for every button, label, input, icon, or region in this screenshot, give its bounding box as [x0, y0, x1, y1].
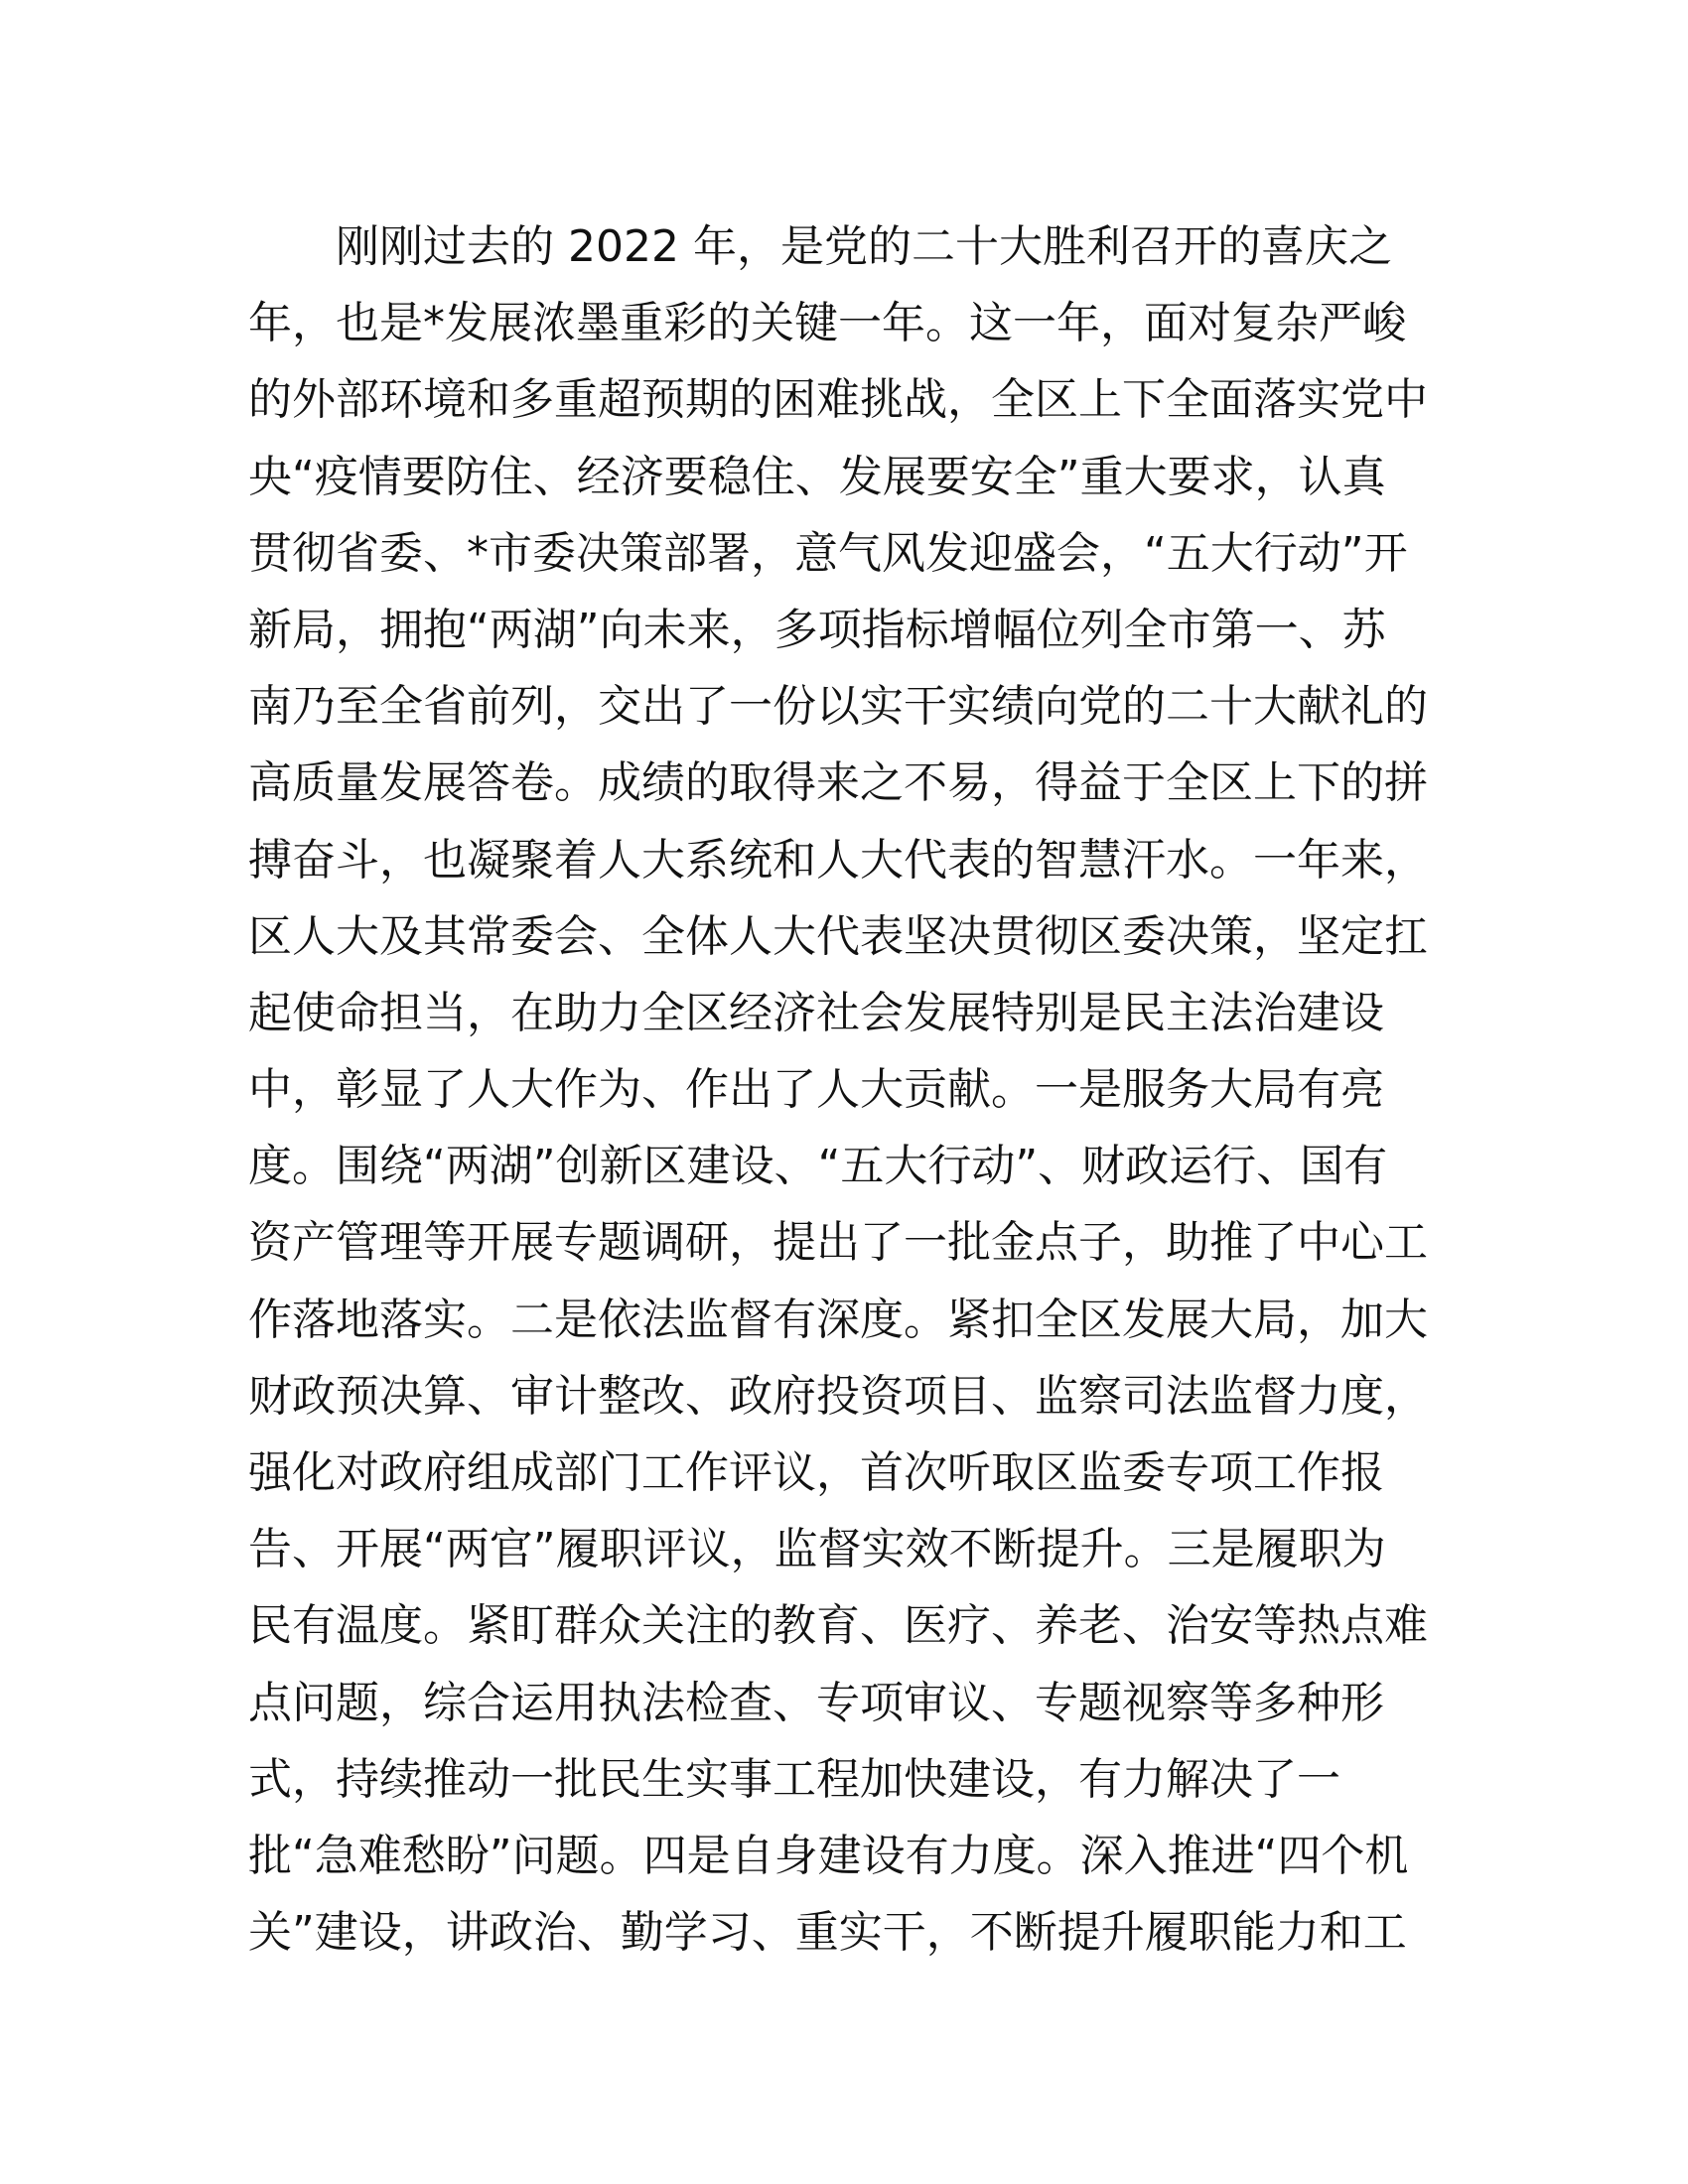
- text-line: 点问题，综合运用执法检查、专项审议、专题视察等多种形: [248, 1677, 1384, 1728]
- text-line: 新局，拥抱“两湖”向未来，多项指标增幅位列全市第一、苏: [248, 604, 1386, 655]
- text-line: 起使命担当，在助力全区经济社会发展特别是民主法治建设: [248, 987, 1384, 1038]
- text-line: 中，彰显了人大作为、作出了人大贡献。一是服务大局有亮: [248, 1064, 1384, 1116]
- text-line: 告、开展“两官”履职评议，监督实效不断提升。三是履职为: [248, 1524, 1386, 1575]
- text-line: 作落地落实。二是依法监督有深度。紧扣全区发展大局，加大: [248, 1294, 1428, 1345]
- text-line: 民有温度。紧盯群众关注的教育、医疗、养老、治安等热点难: [248, 1600, 1428, 1652]
- text-line: 强化对政府组成部门工作评议，首次听取区监委专项工作报: [248, 1447, 1384, 1498]
- text-line: 南乃至全省前列，交出了一份以实干实绩向党的二十大献礼的: [248, 681, 1428, 733]
- text-line: 区人大及其常委会、全体人大代表坚决贯彻区委决策，坚定扛: [248, 910, 1428, 962]
- text-line: 年，也是*发展浓墨重彩的关键一年。这一年，面对复杂严峻: [248, 298, 1406, 349]
- text-line: 度。围绕“两湖”创新区建设、“五大行动”、财政运行、国有: [248, 1141, 1388, 1192]
- body-paragraph: [248, 208, 1440, 1971]
- text-line: 央“疫情要防住、经济要稳住、发展要安全”重大要求，认真: [248, 451, 1386, 502]
- text-line: 批“急难愁盼”问题。四是自身建设有力度。深入推进“四个机: [248, 1830, 1409, 1881]
- text-line: 财政预决算、审计整改、政府投资项目、监察司法监督力度，: [248, 1370, 1428, 1422]
- text-line: 贯彻省委、*市委决策部署，意气风发迎盛会，“五大行动”开: [248, 527, 1408, 579]
- text-line: 的外部环境和多重超预期的困难挑战，全区上下全面落实党中: [248, 374, 1428, 426]
- text-line: 刚刚过去的 2022 年，是党的二十大胜利召开的喜庆之: [248, 221, 1392, 272]
- text-line: 关”建设，讲政治、勤学习、重实干，不断提升履职能力和工: [248, 1907, 1407, 1959]
- text-line: 资产管理等开展专题调研，提出了一批金点子，助推了中心工: [248, 1217, 1428, 1269]
- text-line: 高质量发展答卷。成绩的取得来之不易，得益于全区上下的拼: [248, 757, 1428, 809]
- text-line: 式，持续推动一批民生实事工程加快建设，有力解决了一: [248, 1753, 1340, 1805]
- text-line: 搏奋斗，也凝聚着人大系统和人大代表的智慧汗水。一年来，: [248, 834, 1428, 886]
